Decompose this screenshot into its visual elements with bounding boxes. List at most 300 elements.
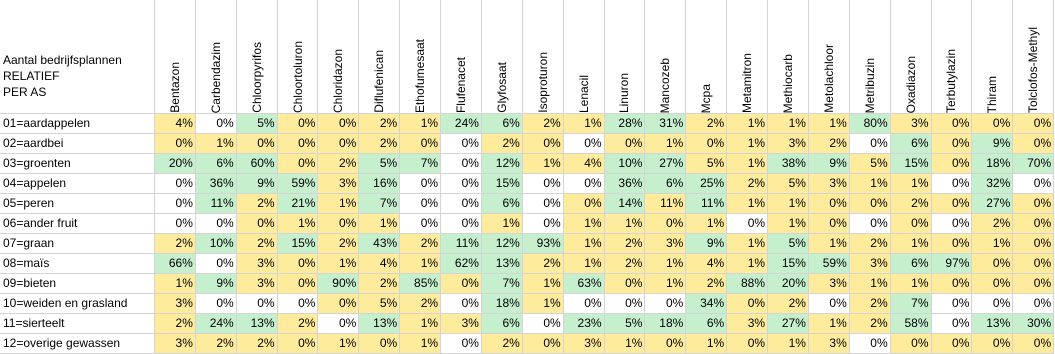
data-cell[interactable]: 0% xyxy=(523,194,564,214)
data-cell[interactable]: 1% xyxy=(645,134,686,154)
data-cell[interactable]: 60% xyxy=(237,154,278,174)
column-header[interactable] xyxy=(523,0,564,114)
row-label[interactable]: 04=appelen xyxy=(0,174,155,194)
data-cell[interactable]: 1% xyxy=(400,334,441,354)
data-cell[interactable]: 36% xyxy=(605,174,646,194)
data-cell[interactable]: 18% xyxy=(645,314,686,334)
data-cell[interactable]: 7% xyxy=(359,194,400,214)
data-cell[interactable]: 0% xyxy=(318,114,359,134)
data-cell[interactable]: 0% xyxy=(932,314,973,334)
data-cell[interactable]: 1% xyxy=(564,254,605,274)
data-cell[interactable]: 0% xyxy=(278,294,319,314)
data-cell[interactable]: 0% xyxy=(727,294,768,314)
data-cell[interactable]: 0% xyxy=(1013,234,1054,254)
data-cell[interactable]: 1% xyxy=(155,274,196,294)
data-cell[interactable]: 13% xyxy=(972,314,1013,334)
data-cell[interactable]: 1% xyxy=(850,174,891,194)
data-cell[interactable]: 0% xyxy=(972,294,1013,314)
data-cell[interactable]: 4% xyxy=(564,154,605,174)
data-cell[interactable]: 6% xyxy=(482,114,523,134)
row-label[interactable]: 11=sierteelt xyxy=(0,314,155,334)
data-cell[interactable]: 1% xyxy=(318,254,359,274)
data-cell[interactable]: 0% xyxy=(932,294,973,314)
data-cell[interactable]: 1% xyxy=(318,194,359,214)
data-cell[interactable]: 85% xyxy=(400,274,441,294)
data-cell[interactable]: 0% xyxy=(564,134,605,154)
data-cell[interactable]: 66% xyxy=(155,254,196,274)
data-cell[interactable]: 0% xyxy=(400,174,441,194)
data-cell[interactable]: 2% xyxy=(891,194,932,214)
data-cell[interactable]: 21% xyxy=(278,194,319,214)
data-cell[interactable]: 5% xyxy=(359,294,400,314)
data-cell[interactable]: 1% xyxy=(809,234,850,254)
data-cell[interactable]: 25% xyxy=(686,174,727,194)
data-cell[interactable]: 0% xyxy=(155,134,196,154)
data-cell[interactable]: 15% xyxy=(891,154,932,174)
data-cell[interactable]: 12% xyxy=(482,154,523,174)
data-cell[interactable]: 0% xyxy=(318,294,359,314)
data-cell[interactable]: 0% xyxy=(441,134,482,154)
data-cell[interactable]: 0% xyxy=(1013,294,1054,314)
data-cell[interactable]: 1% xyxy=(564,214,605,234)
data-cell[interactable]: 2% xyxy=(686,274,727,294)
data-cell[interactable]: 80% xyxy=(850,114,891,134)
data-cell[interactable]: 90% xyxy=(318,274,359,294)
data-cell[interactable]: 9% xyxy=(196,274,237,294)
data-cell[interactable]: 0% xyxy=(564,174,605,194)
data-cell[interactable]: 11% xyxy=(645,194,686,214)
data-cell[interactable]: 3% xyxy=(809,274,850,294)
data-cell[interactable]: 0% xyxy=(809,194,850,214)
data-cell[interactable]: 0% xyxy=(891,334,932,354)
data-cell[interactable]: 0% xyxy=(809,294,850,314)
row-label[interactable]: 12=overige gewassen xyxy=(0,334,155,354)
data-cell[interactable]: 3% xyxy=(237,274,278,294)
data-cell[interactable]: 0% xyxy=(645,334,686,354)
data-cell[interactable]: 0% xyxy=(441,294,482,314)
data-cell[interactable]: 14% xyxy=(605,194,646,214)
data-cell[interactable]: 43% xyxy=(359,234,400,254)
data-cell[interactable]: 3% xyxy=(809,334,850,354)
data-cell[interactable]: 3% xyxy=(645,234,686,254)
data-cell[interactable]: 1% xyxy=(278,214,319,234)
data-cell[interactable]: 0% xyxy=(523,174,564,194)
data-cell[interactable]: 31% xyxy=(645,114,686,134)
data-cell[interactable]: 0% xyxy=(400,194,441,214)
data-cell[interactable]: 3% xyxy=(237,254,278,274)
data-cell[interactable]: 0% xyxy=(932,194,973,214)
data-cell[interactable]: 36% xyxy=(196,174,237,194)
data-cell[interactable]: 2% xyxy=(237,194,278,214)
data-cell[interactable]: 0% xyxy=(196,294,237,314)
column-header[interactable] xyxy=(932,0,973,114)
data-cell[interactable]: 63% xyxy=(564,274,605,294)
data-cell[interactable]: 0% xyxy=(237,214,278,234)
data-cell[interactable]: 1% xyxy=(523,274,564,294)
data-cell[interactable]: 2% xyxy=(523,114,564,134)
data-cell[interactable]: 1% xyxy=(645,254,686,274)
corner-line-3[interactable]: PER AS xyxy=(3,85,47,99)
data-cell[interactable]: 0% xyxy=(972,254,1013,274)
data-cell[interactable]: 5% xyxy=(605,314,646,334)
data-cell[interactable]: 6% xyxy=(482,194,523,214)
data-cell[interactable]: 0% xyxy=(155,194,196,214)
data-cell[interactable]: 1% xyxy=(972,234,1013,254)
data-cell[interactable]: 2% xyxy=(400,234,441,254)
data-cell[interactable]: 0% xyxy=(196,214,237,234)
data-cell[interactable]: 10% xyxy=(605,154,646,174)
data-cell[interactable]: 1% xyxy=(196,134,237,154)
data-cell[interactable]: 2% xyxy=(318,234,359,254)
data-cell[interactable]: 24% xyxy=(441,114,482,134)
data-cell[interactable]: 0% xyxy=(523,214,564,234)
data-cell[interactable]: 0% xyxy=(1013,194,1054,214)
data-cell[interactable]: 7% xyxy=(891,294,932,314)
data-cell[interactable]: 0% xyxy=(932,134,973,154)
data-cell[interactable]: 0% xyxy=(523,334,564,354)
row-label[interactable]: 08=maïs xyxy=(0,254,155,274)
data-cell[interactable]: 15% xyxy=(768,254,809,274)
data-cell[interactable]: 1% xyxy=(686,334,727,354)
data-cell[interactable]: 0% xyxy=(850,134,891,154)
data-cell[interactable]: 70% xyxy=(1013,154,1054,174)
data-cell[interactable]: 59% xyxy=(809,254,850,274)
data-cell[interactable]: 6% xyxy=(645,174,686,194)
data-cell[interactable]: 1% xyxy=(318,334,359,354)
data-cell[interactable]: 13% xyxy=(359,314,400,334)
data-cell[interactable]: 0% xyxy=(318,314,359,334)
data-cell[interactable]: 0% xyxy=(1013,134,1054,154)
data-cell[interactable]: 2% xyxy=(850,234,891,254)
data-cell[interactable]: 5% xyxy=(850,154,891,174)
column-header[interactable] xyxy=(359,0,400,114)
data-cell[interactable]: 2% xyxy=(686,114,727,134)
data-cell[interactable]: 20% xyxy=(768,274,809,294)
data-cell[interactable]: 0% xyxy=(932,334,973,354)
column-header[interactable] xyxy=(482,0,523,114)
data-cell[interactable]: 16% xyxy=(359,174,400,194)
data-cell[interactable]: 9% xyxy=(686,234,727,254)
row-label[interactable]: 09=bieten xyxy=(0,274,155,294)
data-cell[interactable]: 4% xyxy=(359,254,400,274)
data-cell[interactable]: 2% xyxy=(278,314,319,334)
data-cell[interactable]: 0% xyxy=(278,114,319,134)
data-cell[interactable]: 5% xyxy=(768,234,809,254)
column-header[interactable] xyxy=(891,0,932,114)
data-cell[interactable]: 11% xyxy=(196,194,237,214)
data-cell[interactable]: 0% xyxy=(727,334,768,354)
data-cell[interactable]: 0% xyxy=(237,134,278,154)
data-cell[interactable]: 0% xyxy=(932,214,973,234)
data-cell[interactable]: 3% xyxy=(564,334,605,354)
column-header[interactable] xyxy=(400,0,441,114)
data-cell[interactable]: 2% xyxy=(482,134,523,154)
data-cell[interactable]: 15% xyxy=(482,174,523,194)
data-cell[interactable]: 0% xyxy=(441,274,482,294)
data-cell[interactable]: 1% xyxy=(686,214,727,234)
data-cell[interactable]: 0% xyxy=(809,214,850,234)
data-cell[interactable]: 3% xyxy=(850,254,891,274)
data-cell[interactable]: 0% xyxy=(278,334,319,354)
data-cell[interactable]: 0% xyxy=(605,294,646,314)
data-cell[interactable]: 6% xyxy=(891,134,932,154)
data-cell[interactable]: 93% xyxy=(523,234,564,254)
data-cell[interactable]: 2% xyxy=(768,294,809,314)
data-cell[interactable]: 1% xyxy=(809,114,850,134)
data-cell[interactable]: 0% xyxy=(400,214,441,234)
data-cell[interactable]: 58% xyxy=(891,314,932,334)
data-cell[interactable]: 62% xyxy=(441,254,482,274)
data-cell[interactable]: 1% xyxy=(523,154,564,174)
data-cell[interactable]: 1% xyxy=(727,154,768,174)
data-cell[interactable]: 2% xyxy=(850,314,891,334)
data-cell[interactable]: 2% xyxy=(359,274,400,294)
data-cell[interactable]: 0% xyxy=(645,214,686,234)
data-cell[interactable]: 0% xyxy=(278,254,319,274)
data-cell[interactable]: 0% xyxy=(237,294,278,314)
data-cell[interactable]: 2% xyxy=(523,254,564,274)
data-cell[interactable]: 0% xyxy=(932,154,973,174)
data-cell[interactable]: 1% xyxy=(605,334,646,354)
data-cell[interactable]: 0% xyxy=(564,194,605,214)
column-header[interactable] xyxy=(809,0,850,114)
data-cell[interactable]: 5% xyxy=(768,174,809,194)
data-cell[interactable]: 27% xyxy=(768,314,809,334)
data-cell[interactable]: 2% xyxy=(359,114,400,134)
data-cell[interactable]: 3% xyxy=(441,314,482,334)
column-header[interactable] xyxy=(1013,0,1054,114)
data-cell[interactable]: 4% xyxy=(686,254,727,274)
data-cell[interactable]: 1% xyxy=(400,254,441,274)
data-cell[interactable]: 1% xyxy=(359,214,400,234)
data-cell[interactable]: 11% xyxy=(686,194,727,214)
data-cell[interactable]: 18% xyxy=(482,294,523,314)
data-cell[interactable]: 13% xyxy=(482,254,523,274)
data-cell[interactable]: 2% xyxy=(359,134,400,154)
data-cell[interactable]: 0% xyxy=(155,174,196,194)
data-cell[interactable]: 13% xyxy=(237,314,278,334)
data-cell[interactable]: 2% xyxy=(318,154,359,174)
data-cell[interactable]: 0% xyxy=(972,334,1013,354)
column-header[interactable] xyxy=(564,0,605,114)
data-cell[interactable]: 6% xyxy=(482,314,523,334)
data-cell[interactable]: 88% xyxy=(727,274,768,294)
data-cell[interactable]: 0% xyxy=(318,134,359,154)
data-cell[interactable]: 3% xyxy=(727,314,768,334)
column-header[interactable] xyxy=(196,0,237,114)
data-cell[interactable]: 0% xyxy=(155,214,196,234)
data-cell[interactable]: 0% xyxy=(278,154,319,174)
data-cell[interactable]: 2% xyxy=(400,294,441,314)
data-cell[interactable]: 0% xyxy=(278,274,319,294)
row-label[interactable]: 02=aardbei xyxy=(0,134,155,154)
data-cell[interactable]: 0% xyxy=(1013,114,1054,134)
data-cell[interactable]: 0% xyxy=(1013,274,1054,294)
data-cell[interactable]: 6% xyxy=(686,314,727,334)
corner-line-2[interactable]: RELATIEF xyxy=(3,69,60,83)
data-cell[interactable]: 0% xyxy=(972,114,1013,134)
data-cell[interactable]: 2% xyxy=(605,234,646,254)
data-cell[interactable]: 1% xyxy=(645,274,686,294)
data-cell[interactable]: 5% xyxy=(237,114,278,134)
data-cell[interactable]: 0% xyxy=(686,134,727,154)
data-cell[interactable]: 0% xyxy=(523,134,564,154)
data-cell[interactable]: 2% xyxy=(727,174,768,194)
data-cell[interactable]: 0% xyxy=(932,174,973,194)
data-cell[interactable]: 3% xyxy=(891,114,932,134)
data-cell[interactable]: 3% xyxy=(768,134,809,154)
data-cell[interactable]: 0% xyxy=(1013,254,1054,274)
data-cell[interactable]: 1% xyxy=(400,314,441,334)
data-cell[interactable]: 0% xyxy=(605,274,646,294)
data-cell[interactable]: 0% xyxy=(1013,214,1054,234)
data-cell[interactable]: 24% xyxy=(196,314,237,334)
data-cell[interactable]: 0% xyxy=(850,214,891,234)
data-cell[interactable]: 0% xyxy=(1013,334,1054,354)
column-header[interactable] xyxy=(441,0,482,114)
data-cell[interactable]: 9% xyxy=(237,174,278,194)
data-cell[interactable]: 0% xyxy=(932,274,973,294)
data-cell[interactable]: 1% xyxy=(727,194,768,214)
data-cell[interactable]: 1% xyxy=(850,274,891,294)
data-cell[interactable]: 1% xyxy=(727,134,768,154)
data-cell[interactable]: 2% xyxy=(605,254,646,274)
data-cell[interactable]: 2% xyxy=(809,134,850,154)
row-label[interactable]: 05=peren xyxy=(0,194,155,214)
data-cell[interactable]: 38% xyxy=(768,154,809,174)
data-cell[interactable]: 1% xyxy=(768,194,809,214)
data-cell[interactable]: 5% xyxy=(359,154,400,174)
row-label[interactable]: 01=aardappelen xyxy=(0,114,155,134)
data-cell[interactable]: 1% xyxy=(891,234,932,254)
data-cell[interactable]: 1% xyxy=(564,114,605,134)
data-cell[interactable]: 2% xyxy=(155,234,196,254)
data-cell[interactable]: 0% xyxy=(441,214,482,234)
column-header[interactable] xyxy=(155,0,196,114)
data-cell[interactable]: 2% xyxy=(155,314,196,334)
data-cell[interactable]: 2% xyxy=(850,294,891,314)
data-cell[interactable]: 0% xyxy=(605,134,646,154)
data-cell[interactable]: 0% xyxy=(278,134,319,154)
data-cell[interactable]: 4% xyxy=(155,114,196,134)
column-header[interactable] xyxy=(727,0,768,114)
data-cell[interactable]: 0% xyxy=(932,234,973,254)
column-header[interactable] xyxy=(237,0,278,114)
data-cell[interactable]: 1% xyxy=(768,214,809,234)
data-cell[interactable]: 1% xyxy=(605,214,646,234)
data-cell[interactable]: 0% xyxy=(645,294,686,314)
data-cell[interactable]: 3% xyxy=(809,174,850,194)
data-cell[interactable]: 15% xyxy=(278,234,319,254)
row-label[interactable]: 07=graan xyxy=(0,234,155,254)
data-cell[interactable]: 0% xyxy=(932,114,973,134)
data-cell[interactable]: 11% xyxy=(441,234,482,254)
data-cell[interactable]: 0% xyxy=(972,274,1013,294)
data-cell[interactable]: 9% xyxy=(972,134,1013,154)
data-cell[interactable]: 1% xyxy=(727,114,768,134)
data-cell[interactable]: 0% xyxy=(441,194,482,214)
data-cell[interactable]: 10% xyxy=(196,234,237,254)
column-header[interactable] xyxy=(318,0,359,114)
data-cell[interactable]: 0% xyxy=(400,134,441,154)
column-header[interactable] xyxy=(768,0,809,114)
column-header[interactable] xyxy=(686,0,727,114)
data-cell[interactable]: 1% xyxy=(809,314,850,334)
row-label[interactable]: 03=groenten xyxy=(0,154,155,174)
data-cell[interactable]: 0% xyxy=(850,334,891,354)
data-cell[interactable]: 30% xyxy=(1013,314,1054,334)
corner-line-1[interactable]: Aantal bedrijfsplannen xyxy=(3,53,122,67)
data-cell[interactable]: 3% xyxy=(155,334,196,354)
data-cell[interactable]: 27% xyxy=(972,194,1013,214)
data-cell[interactable]: 1% xyxy=(768,114,809,134)
data-cell[interactable]: 3% xyxy=(318,174,359,194)
data-cell[interactable]: 3% xyxy=(155,294,196,314)
data-cell[interactable]: 34% xyxy=(686,294,727,314)
data-cell[interactable]: 59% xyxy=(278,174,319,194)
data-cell[interactable]: 12% xyxy=(482,234,523,254)
data-cell[interactable]: 2% xyxy=(482,334,523,354)
data-cell[interactable]: 0% xyxy=(891,214,932,234)
data-cell[interactable]: 0% xyxy=(441,334,482,354)
data-cell[interactable]: 1% xyxy=(891,274,932,294)
data-cell[interactable]: 18% xyxy=(972,154,1013,174)
data-cell[interactable]: 1% xyxy=(523,294,564,314)
data-cell[interactable]: 0% xyxy=(318,214,359,234)
column-header[interactable] xyxy=(972,0,1013,114)
column-header[interactable] xyxy=(850,0,891,114)
row-label[interactable]: 10=weiden en grasland xyxy=(0,294,155,314)
data-cell[interactable]: 0% xyxy=(359,334,400,354)
data-cell[interactable]: 6% xyxy=(891,254,932,274)
data-cell[interactable]: 97% xyxy=(932,254,973,274)
data-cell[interactable]: 9% xyxy=(809,154,850,174)
column-header[interactable] xyxy=(278,0,319,114)
data-cell[interactable]: 28% xyxy=(605,114,646,134)
data-cell[interactable]: 2% xyxy=(237,234,278,254)
data-cell[interactable]: 2% xyxy=(196,334,237,354)
data-cell[interactable]: 5% xyxy=(686,154,727,174)
data-cell[interactable]: 1% xyxy=(891,174,932,194)
data-cell[interactable]: 7% xyxy=(400,154,441,174)
data-cell[interactable]: 2% xyxy=(972,214,1013,234)
data-cell[interactable]: 0% xyxy=(1013,174,1054,194)
data-cell[interactable]: 1% xyxy=(564,234,605,254)
data-cell[interactable]: 0% xyxy=(523,314,564,334)
data-cell[interactable]: 0% xyxy=(727,214,768,234)
data-cell[interactable]: 0% xyxy=(564,294,605,314)
data-cell[interactable]: 20% xyxy=(155,154,196,174)
data-cell[interactable]: 0% xyxy=(196,114,237,134)
row-label[interactable]: 06=ander fruit xyxy=(0,214,155,234)
data-cell[interactable]: 7% xyxy=(482,274,523,294)
column-header[interactable] xyxy=(645,0,686,114)
data-cell[interactable]: 1% xyxy=(482,214,523,234)
data-cell[interactable]: 0% xyxy=(441,154,482,174)
data-cell[interactable]: 0% xyxy=(196,254,237,274)
column-header[interactable] xyxy=(605,0,646,114)
data-cell[interactable]: 1% xyxy=(400,114,441,134)
data-cell[interactable]: 1% xyxy=(727,254,768,274)
data-cell[interactable]: 1% xyxy=(727,234,768,254)
data-cell[interactable]: 0% xyxy=(850,194,891,214)
data-cell[interactable]: 1% xyxy=(768,334,809,354)
data-cell[interactable]: 0% xyxy=(441,174,482,194)
data-cell[interactable]: 6% xyxy=(196,154,237,174)
data-cell[interactable]: 27% xyxy=(645,154,686,174)
data-cell[interactable]: 2% xyxy=(237,334,278,354)
data-cell[interactable]: 23% xyxy=(564,314,605,334)
